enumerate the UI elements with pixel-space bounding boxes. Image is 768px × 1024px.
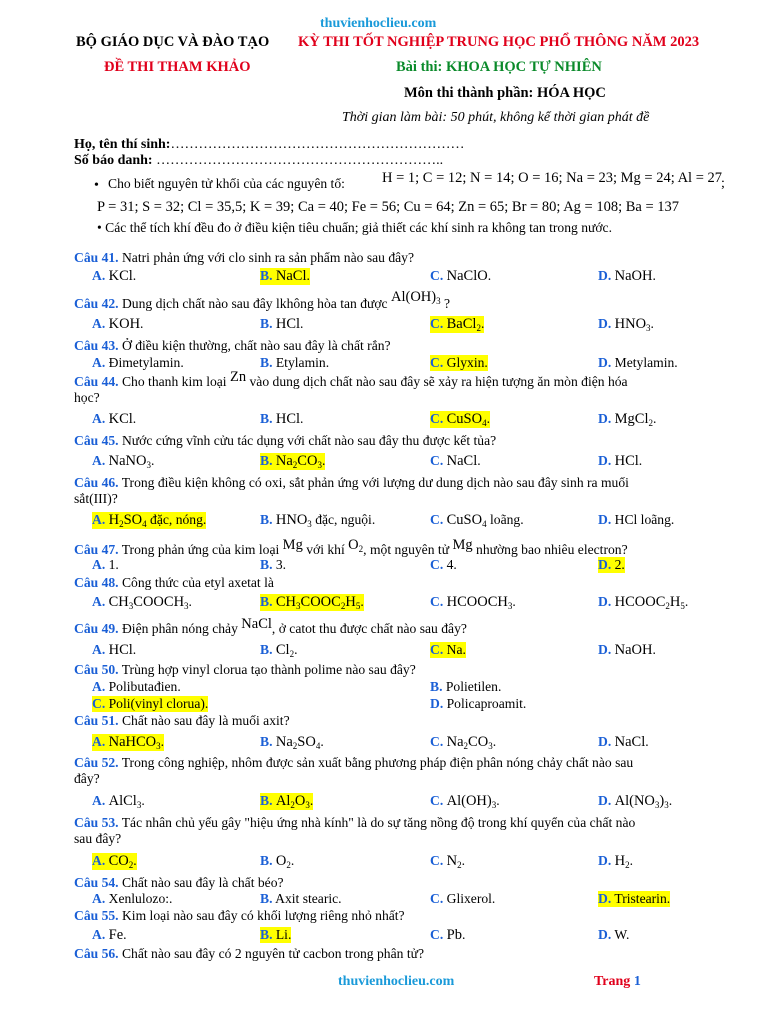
option-d[interactable]: $Al(NO_3)_3$	[614, 793, 669, 810]
component-subject: Môn thi thành phần: HÓA HỌC	[404, 85, 606, 101]
options-54: A. Xenlulozo:. B. Axit stearic. C. Glixerol. D. Tristearin.	[92, 891, 671, 906]
option-a[interactable]: Polibutađien.	[108, 679, 181, 694]
question-text: Ở điều kiện thường, chất nào sau đây là chất rắn?	[121, 338, 391, 353]
option-a[interactable]: HCl	[108, 642, 133, 658]
question-55: Câu 55. Kim loại nào sau đây có khối lượng riêng nhỏ nhất?	[74, 908, 405, 923]
option-a[interactable]: $CO_2$	[108, 853, 134, 870]
option-c[interactable]: $Al(OH)_3$	[446, 793, 497, 810]
options-53: A. $CO_2$. B. $O_2$. C. $N_2$. D. $H_2$.	[92, 853, 634, 870]
option-c[interactable]: 4	[446, 557, 454, 572]
option-b[interactable]: Etylamin.	[275, 355, 330, 370]
mass-values-line1: H = 1; C = 12; N = 14; O = 16; Na = 23; Mg = 24; Al = 27	[382, 170, 722, 186]
option-a[interactable]: NaNO$_3$	[108, 453, 151, 470]
options-41: A. KCl. B. NaCl. C. NaClO. D. NaOH.	[92, 268, 656, 284]
options-46: A. $H_2SO_4$ đặc, nóng. B. $HNO_3$ đặc, nguội. C. CuSO$_4$ loãng. D. HCl loãng.	[92, 512, 675, 529]
options-50-row1: A. Polibutađien. B. Polietilen.	[92, 679, 502, 694]
question-54: Câu 54. Chất nào sau đây là chất béo?	[74, 875, 284, 890]
option-c[interactable]: CuSO$_4$	[446, 512, 487, 529]
question-text: Chất nào sau đây là chất béo?	[121, 875, 284, 890]
question-text: Chất nào sau đây có 2 nguyên tử cacbon trong phân tử?	[121, 946, 424, 961]
option-d[interactable]: $H_2$	[614, 853, 630, 870]
question-48: Câu 48. Công thức của etyl axetat là	[74, 575, 274, 590]
option-d[interactable]: W.	[614, 927, 630, 942]
option-d[interactable]: Metylamin.	[614, 355, 678, 370]
exam-time: Thời gian làm bài: 50 phút, không kể thời gian phát đề	[342, 110, 650, 125]
question-text: Tác nhân chủ yếu gây "hiệu ứng nhà kính" là do sự tăng nồng độ trong khí quyển của chất nào	[121, 815, 636, 830]
option-b[interactable]: HCl	[275, 411, 301, 427]
option-a[interactable]: Fe	[108, 927, 124, 943]
options-42: A. KOH. B. HCl. C. BaCl$_2$. D. $HNO_3$.	[92, 316, 654, 333]
question-text: Trong phản ứng của kim loại	[121, 542, 280, 557]
option-b[interactable]: $Cl_2$	[275, 642, 295, 659]
option-d[interactable]: Tristearin.	[614, 891, 671, 906]
mass-line1-end: ;	[721, 176, 725, 191]
option-c[interactable]: BaCl$_2$	[446, 316, 481, 333]
option-d[interactable]: 2	[614, 557, 622, 572]
mass-intro: Cho biết nguyên tử khối của các nguyên tố:	[108, 176, 345, 191]
question-49: Câu 49. Điện phân nóng chảy NaCl, ở catot thu được chất nào sau đây?	[74, 616, 467, 636]
page-number: 1	[633, 974, 641, 989]
option-d[interactable]: $HNO_3$	[614, 316, 651, 333]
options-43: A. Đimetylamin. B. Etylamin. C. Glyxin. D. Metylamin.	[92, 355, 678, 370]
question-text: Trùng hợp vinyl clorua tạo thành polime nào sau đây?	[121, 662, 416, 677]
question-53-line2: sau đây?	[74, 831, 122, 846]
option-d[interactable]: NaCl	[614, 734, 646, 750]
candidate-name-label: Họ, tên thí sinh:	[74, 137, 171, 152]
question-text: Dung dịch chất nào sau đây lkhông hòa tan được	[121, 296, 388, 311]
question-text: Kim loại nào sau đây có khối lượng riêng nhỏ nhất?	[121, 908, 405, 923]
option-a[interactable]: $H_2SO_4$	[108, 512, 147, 529]
question-text: Chất nào sau đây là muối axit?	[121, 713, 290, 728]
question-56: Câu 56. Chất nào sau đây có 2 nguyên tử cacbon trong phân tử?	[74, 946, 424, 961]
option-a[interactable]: Xenlulozo:.	[108, 891, 173, 906]
ministry-title: BỘ GIÁO DỤC VÀ ĐÀO TẠO	[76, 34, 270, 50]
option-b[interactable]: $Al_2O_3$	[275, 793, 310, 810]
option-a[interactable]: KCl	[108, 411, 133, 427]
option-a[interactable]: AlCl$_3$	[108, 793, 142, 810]
question-44-line2: học?	[74, 390, 100, 405]
question-50: Câu 50. Trùng hợp vinyl clorua tạo thành polime nào sau đây?	[74, 662, 416, 677]
option-d[interactable]: Policaproamit.	[446, 696, 527, 711]
options-44: A. KCl. B. HCl. C. CuSO$_4$. D. MgCl$_2$.	[92, 411, 657, 428]
question-45: Câu 45. Nước cứng vĩnh cửu tác dụng với chất nào sau đây thu được kết tủa?	[74, 433, 497, 448]
option-c[interactable]: Glyxin.	[446, 355, 488, 370]
option-a[interactable]: NaHCO$_3$	[108, 734, 161, 751]
option-c[interactable]: $HCOOCH_3$	[446, 594, 513, 611]
option-c[interactable]: Poli(vinyl clorua).	[108, 696, 209, 711]
question-text: Điện phân nóng chảy	[121, 621, 238, 636]
question-text: Trong công nghiệp, nhôm được sản xuất bằng phương pháp điện phân nóng chảy chất nào sau	[121, 755, 634, 770]
option-b[interactable]: HCl	[275, 316, 301, 332]
question-46-line2: sắt(III)?	[74, 491, 118, 506]
question-text: Natri phản ứng với clo sinh ra sản phẩm nào sau đây?	[121, 250, 415, 265]
question-43: Câu 43. Ở điều kiện thường, chất nào sau đây là chất rắn?	[74, 338, 391, 353]
option-d[interactable]: NaOH	[614, 642, 653, 658]
option-c[interactable]: NaCl	[446, 453, 478, 469]
footer-site-link[interactable]: thuvienhoclieu.com	[338, 974, 455, 989]
options-49: A. HCl. B. $Cl_2$. C. Na. D. NaOH.	[92, 642, 656, 659]
option-b[interactable]: $CH_3COOC_2H_5$	[275, 594, 361, 611]
option-c[interactable]: Pb	[446, 927, 462, 943]
question-text: Cho thanh kim loại	[121, 374, 227, 389]
question-53: Câu 53. Tác nhân chủ yếu gây "hiệu ứng nhà kính" là do sự tăng nồng độ trong khí quyển của chất nào	[74, 815, 636, 830]
option-c[interactable]: NaClO	[446, 268, 488, 284]
option-d[interactable]: $HCOOC_2H_5$	[614, 594, 685, 611]
option-a[interactable]: Đimetylamin.	[108, 355, 184, 370]
option-b[interactable]: Axit stearic.	[275, 891, 342, 906]
option-a[interactable]: KCl	[108, 268, 133, 284]
options-52: A. AlCl$_3$. B. $Al_2O_3$. C. $Al(OH)_3$. D. $Al(NO_3)_3$.	[92, 793, 673, 810]
question-text: Nước cứng vĩnh cửu tác dụng với chất nào sau đây thu được kết tủa?	[121, 433, 497, 448]
options-48: A. $CH_3COOCH_3$. B. $CH_3COOC_2H_5$. C. $HCOOCH_3$. D. $HCOOC_2H_5$.	[92, 594, 689, 611]
options-51: A. NaHCO$_3$. B. $Na_2SO_4$. C. $Na_2CO_3$. D. NaCl.	[92, 734, 649, 751]
options-50-row2: C. Poli(vinyl clorua). D. Policaproamit.	[92, 696, 527, 711]
option-d[interactable]: NaOH	[614, 268, 653, 284]
page-label: Trang	[594, 974, 631, 989]
option-a[interactable]: KOH	[108, 316, 141, 332]
option-b[interactable]: $Na_2SO_4$	[275, 734, 321, 751]
option-b[interactable]: $Na_2CO_3$	[275, 453, 322, 470]
option-b[interactable]: Polietilen.	[445, 679, 502, 694]
question-41	[74, 250, 414, 266]
question-formula: Zn	[229, 369, 247, 385]
exam-subject: Bài thi: KHOA HỌC TỰ NHIÊN	[396, 59, 602, 75]
question-formula: $Al(OH)_3$	[391, 289, 441, 306]
gas-note: • Các thể tích khí đều đo ở điều kiện tiêu chuẩn; giả thiết các khí sinh ra không tan trong nước.	[97, 220, 612, 235]
candidate-id-dots: ……………………………………………………..	[152, 153, 444, 168]
site-header-link[interactable]: thuvienhoclieu.com	[320, 16, 437, 31]
question-text: Trong điều kiện không có oxi, sắt phản ứng với lượng dư dung dịch nào sau đây sinh ra muối	[121, 475, 629, 490]
option-c[interactable]: $Na_2CO_3$	[446, 734, 493, 751]
candidate-name-dots: ………………………………………………………	[170, 137, 465, 152]
question-52: Câu 52. Trong công nghiệp, nhôm được sản xuất bằng phương pháp điện phân nóng chảy chất nào sau	[74, 755, 634, 770]
options-45: A. NaNO$_3$. B. $Na_2CO_3$. C. NaCl. D. HCl.	[92, 453, 643, 470]
option-b[interactable]: $O_2$	[275, 853, 291, 870]
option-d[interactable]: HCl loãng.	[614, 512, 675, 527]
option-b[interactable]: NaCl	[275, 268, 307, 284]
option-c[interactable]: $N_2$	[446, 853, 462, 870]
option-d[interactable]: HCl	[614, 453, 639, 469]
option-b[interactable]: $HNO_3$	[275, 512, 312, 529]
candidate-id-label: Số báo danh:	[74, 153, 153, 168]
option-c[interactable]: Na.	[446, 642, 466, 657]
option-d[interactable]: MgCl$_2$	[614, 411, 653, 428]
option-a[interactable]: 1.	[108, 557, 119, 572]
option-a[interactable]: $CH_3COOCH_3$	[108, 594, 189, 611]
page-indicator	[594, 974, 641, 990]
options-55: A. Fe. B. Li. C. Pb. D. W.	[92, 927, 630, 943]
option-b[interactable]: 3	[275, 557, 283, 572]
exam-title: KỲ THI TỐT NGHIỆP TRUNG HỌC PHỔ THÔNG NĂM 2023	[298, 34, 700, 50]
question-text: Công thức của etyl axetat là	[121, 575, 274, 590]
options-47: A. 1. B. 3. C. 4. D. 2.	[92, 557, 625, 572]
question-44: Câu 44. Cho thanh kim loại Zn vào dung dịch chất nào sau đây sẽ xảy ra hiện tượng ăn mòn điện hóa	[74, 369, 628, 389]
question-42: Câu 42. Dung dịch chất nào sau đây lkhông hòa tan được $Al(OH)_3$ ?	[74, 289, 451, 311]
question-52-line2: đây?	[74, 771, 100, 786]
question-46: Câu 46. Trong điều kiện không có oxi, sắt phản ứng với lượng dư dung dịch nào sau đây sinh ra muối	[74, 475, 629, 490]
option-c[interactable]: CuSO$_4$	[446, 411, 487, 428]
question-51: Câu 51. Chất nào sau đây là muối axit?	[74, 713, 290, 728]
question-number: Câu 41.	[74, 250, 119, 265]
option-b[interactable]: Li.	[275, 927, 292, 942]
mass-values-line2: P = 31; S = 32; Cl = 35,5; K = 39; Ca = 40; Fe = 56; Cu = 64; Zn = 65; Br = 80; Ag = 108; Ba = 137	[97, 199, 680, 215]
question-47: Câu 47. Trong phản ứng của kim loại Mg với khí $O_2$, một nguyên tử Mg nhường bao nhiêu electron?	[74, 537, 628, 557]
option-c[interactable]: Glixerol.	[446, 891, 496, 906]
mass-bullet: •	[94, 178, 99, 193]
doc-type: ĐỀ THI THAM KHẢO	[104, 59, 251, 75]
